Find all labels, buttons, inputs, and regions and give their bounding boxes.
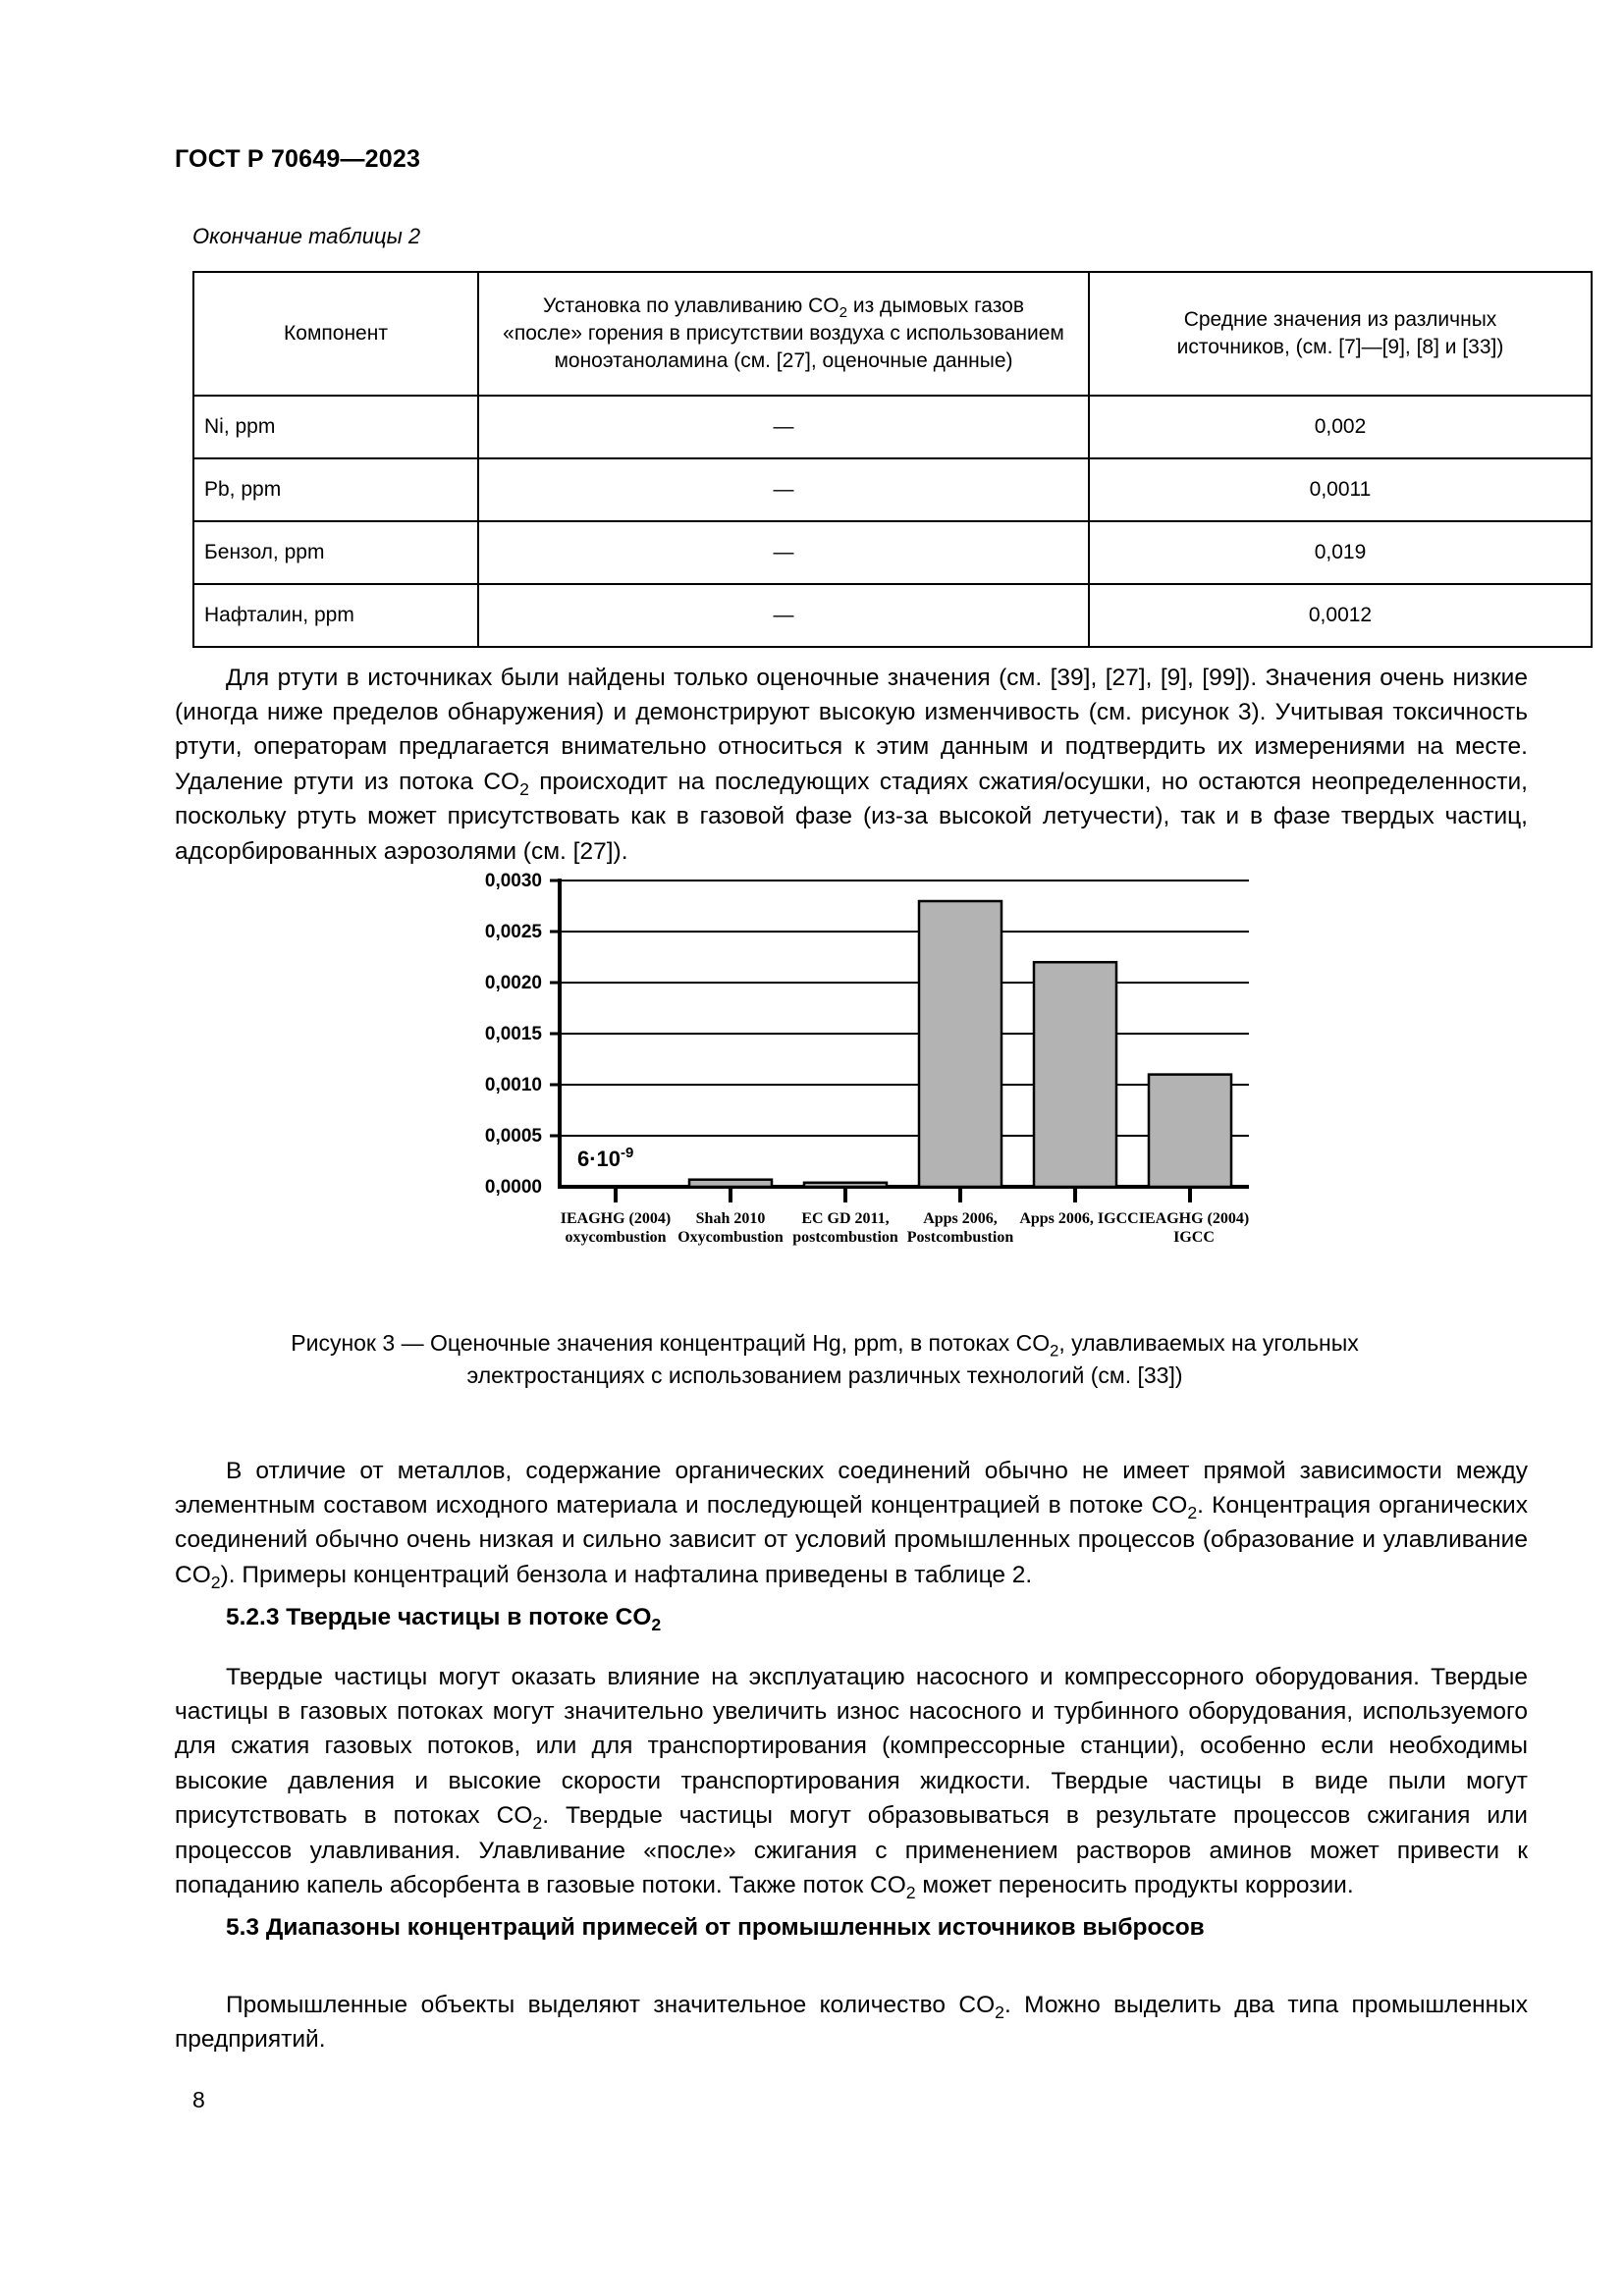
paragraph-organics	[175, 1454, 1528, 1593]
cell-avg: 0,0012	[1089, 584, 1592, 647]
header-average-values	[1089, 272, 1592, 396]
co2-subscript: 2	[532, 1813, 543, 1834]
y-axis-tick-labels	[485, 872, 543, 1198]
header-avg-line1: Средние значения из различных	[1183, 308, 1497, 332]
co2-subscript: 2	[995, 2002, 1004, 2022]
mercury-bar-chart	[403, 872, 1267, 1294]
table-body	[193, 396, 1592, 647]
paragraph-industry-text-a: Промышленные объекты выделяют значительное количество CO	[226, 1991, 996, 2018]
gridlines	[558, 881, 1249, 1136]
bar-apps-post	[919, 901, 1001, 1187]
co2-subscript: 2	[519, 778, 529, 799]
paragraph-mercury-text-b: происходит на последующих стадиях сжатия/осушки, но остаются неопределенности, поскольку ртуть может присутствовать как в газовой фазе (из-за высокой летучести), так и в фазе твердых частиц, адсорбированных аэрозолями (см. [27]).	[175, 768, 1528, 865]
paragraph-industry-text-b: . Можно выделить два типа промышленных предприятий.	[175, 1991, 1528, 2053]
table-head	[193, 272, 1592, 396]
annotation-label: $6\cdot 10^{-9}$	[577, 1145, 634, 1171]
figure-caption-b: , улавливаемых на угольных	[1058, 1330, 1359, 1356]
bars	[574, 901, 1231, 1188]
cell-avg: 0,002	[1089, 396, 1592, 458]
header-mea-line1: Установка по улавливанию CO	[543, 294, 839, 318]
heading-5-2-3-text: 5.2.3 Твердые частицы в потоке CO	[226, 1604, 652, 1630]
co2-subscript: 2	[651, 1614, 662, 1634]
table-caption: Окончание таблицы 2	[192, 224, 421, 248]
header-component: Компонент	[193, 272, 478, 396]
header-mea-sub: 2	[839, 304, 848, 322]
y-tick-label: 0,0020	[484, 973, 542, 993]
heading-5-3-text: 5.3 Диапазоны концентраций примесей от промышленных источников выбросов	[226, 1914, 1205, 1941]
cell-component: Бензол, ppm	[193, 521, 478, 584]
paragraph-mercury-text-a: Для ртути в источниках были найдены только оценочные значения (см. [39], [27], [9], [99]). Значения очень низкие (иногда ниже пределов обнаружения) и демонстрируют высокую изменчивость (см. рисунок 3). Учитывая токсичность ртути, операторам предлагается внимательно относиться к этим данным и подтвердить их измерениями на месте. Удаление ртути из потока CO	[175, 664, 1528, 795]
paragraph-particles-text-b: . Твердые частицы могут образовываться в результате процессов сжигания или процессов улавливания. Улавливание «после» сжигания с применением растворов аминов может привести к попаданию капель абсорбента в газовые потоки. Также поток CO	[175, 1802, 1528, 1898]
figure-3	[403, 872, 1267, 1294]
y-tick-label: 0,0000	[484, 1177, 542, 1198]
y-tick-label: 0,0025	[484, 922, 542, 942]
header-avg-line2: источников, (см. [7]—[9], [8] и [33])	[1176, 336, 1504, 358]
co2-subscript: 2	[1187, 1502, 1198, 1522]
co2-subscript: 2	[210, 1572, 221, 1592]
paragraph-particles	[175, 1660, 1528, 1903]
heading-5-3	[175, 1910, 1528, 1945]
figure-caption	[250, 1327, 1399, 1392]
paragraph-particles-text-c: может переносить продукты коррозии.	[915, 1871, 1354, 1898]
annotation-exponent: -9	[621, 1145, 634, 1161]
table-row	[193, 458, 1592, 521]
page-number: 8	[192, 2087, 205, 2112]
table-header-row	[193, 272, 1592, 396]
co2-subscript: 2	[905, 1882, 916, 1902]
figure-caption-a: Рисунок 3 — Оценочные значения концентраций Hg, ppm, в потоках CO	[291, 1330, 1051, 1356]
cell-avg: 0,019	[1089, 521, 1592, 584]
paragraph-mercury	[175, 661, 1528, 869]
table-row	[193, 396, 1592, 458]
cell-avg: 0,0011	[1089, 458, 1592, 521]
x-tick-label: Shah 2010 Oxycombustion	[677, 1210, 784, 1246]
cell-mea: —	[478, 521, 1089, 584]
cell-component: Ni, ppm	[193, 396, 478, 458]
x-axis-ticks	[616, 1187, 1190, 1202]
y-tick-label: 0,0030	[484, 872, 542, 891]
heading-5-2-3	[175, 1600, 1528, 1634]
paragraph-organics-text-c: ). Примеры концентраций бензола и нафталина приведены в таблице 2.	[220, 1561, 1033, 1588]
y-tick-label: 0,0010	[484, 1075, 542, 1095]
header-mea-line3: моноэтаноламина (см. [27], оценочные данные)	[554, 348, 1013, 372]
paragraph-organics-text-b: . Концентрация органических соединений обычно очень низкая и сильно зависит от условий промышленных процессов (образование и улавливание CO	[175, 1491, 1528, 1588]
header-mea-line2: «после» горения в присутствии воздуха с использованием	[503, 322, 1064, 346]
bar-shah-oxy	[689, 1180, 772, 1187]
table-row	[193, 584, 1592, 647]
x-tick-label: Apps 2006, IGCC	[1019, 1210, 1139, 1227]
y-tick-label: 0,0005	[484, 1126, 542, 1147]
x-axis-category-labels	[561, 1210, 1249, 1246]
y-tick-label: 0,0015	[484, 1024, 542, 1044]
cell-component: Pb, ppm	[193, 458, 478, 521]
x-tick-label: IEAGHG (2004) oxycombustion	[560, 1210, 672, 1246]
header-mea-plant	[478, 272, 1089, 396]
bar-ecgd-post	[804, 1183, 887, 1187]
cell-component: Нафталин, ppm	[193, 584, 478, 647]
annotation-6e-9	[577, 1145, 633, 1171]
x-tick-label: Apps 2006, Postcombustion	[906, 1210, 1014, 1246]
header-mea-line1-tail: из дымовых газов	[847, 294, 1024, 318]
paragraph-particles-text-a: Твердые частицы могут оказать влияние на эксплуатацию насосного и компрессорного оборудования. Твердые частицы в газовых потоках могут значительно увеличить износ насосного и турбинного оборудования, используемого для сжатия газовых потоков, или для транспортирования (компрессорные станции), особенно если необходимы высокие давления и высокие скорости транспортирования жидкости. Твердые частицы в виде пыли могут присутствовать в потоках CO	[175, 1663, 1528, 1830]
bar-iea-igcc	[1149, 1075, 1231, 1187]
co2-subscript: 2	[1050, 1341, 1059, 1361]
paragraph-organics-text-a: В отличие от металлов, содержание органических соединений обычно не имеет прямой зависимости между элементным составом исходного материала и последующей концентрацией в потоке CO	[175, 1457, 1528, 1519]
cell-mea: —	[478, 458, 1089, 521]
figure-caption-line2: электростанциях с использованием различных технологий (см. [33])	[466, 1362, 1183, 1388]
cell-mea: —	[478, 396, 1089, 458]
table-row	[193, 521, 1592, 584]
bar-apps-igcc	[1034, 962, 1116, 1187]
running-head: ГОСТ Р 70649—2023	[175, 145, 421, 173]
x-tick-label: EC GD 2011, postcombustion	[792, 1210, 898, 1246]
cell-mea: —	[478, 584, 1089, 647]
paragraph-industry	[175, 1988, 1528, 2057]
impurity-table	[192, 271, 1593, 648]
x-tick-label: IEAGHG (2004) IGCC	[1138, 1210, 1250, 1246]
